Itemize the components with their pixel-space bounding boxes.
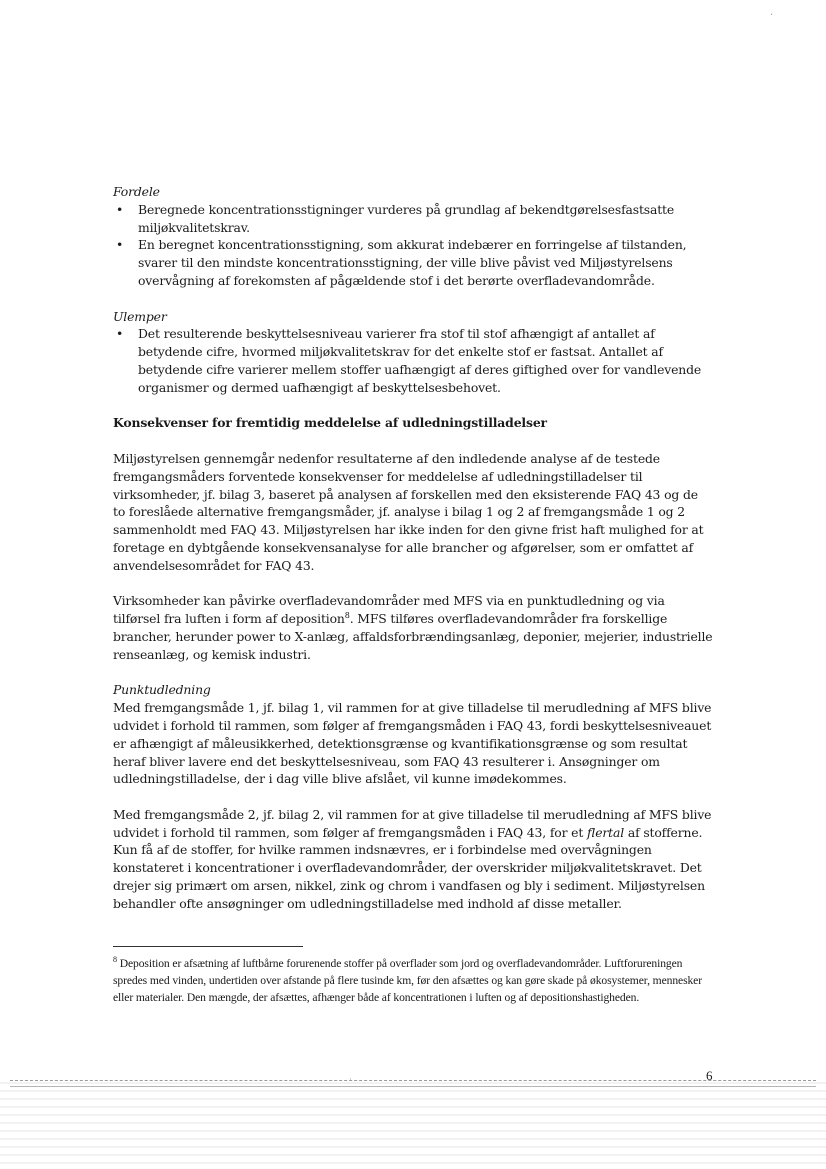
scan-dot: · [770,10,774,21]
ulemper-list [113,325,713,396]
fordele-item-2: • En beregnet koncentrationsstigning, som akkurat indebærer en forringelse af tilstanden, svarer til den mindste koncentrationsstigning, der ville blive påvist ved Miljøstyrelsens overvågning af forekomsten af pågældende stof i det berørte overfladevandområde. [113,236,713,289]
fordele-list [113,201,713,290]
footnote-divider [113,946,303,947]
footer-rule-secondary [10,1086,816,1087]
footnote-reference: 8 [344,611,350,621]
page-number: 6 [706,1068,713,1083]
punkt-paragraph-2-emphasis: flertal [586,824,625,840]
punkt-paragraph-2-text-b: af stofferne. Kun få af de stoffer, for hvilke rammen indsnævres, er i forbindelse med overvågningen konstateret i koncentrationer i overfladevandområder, der overskrider miljøkvalitetskravet. Det drejer sig primært om arsen, nikkel, zink og chrom i vandfasen og bly i sediment. Miljøstyrelsen behandler ofte ansøgninger om udledningstilladelse med indhold af disse metaller. [113,824,705,911]
fordele-label: Fordele [113,184,160,199]
scan-artifact-band [0,1076,826,1169]
punkt-paragraph-2-text-a: Med fremgangsmåde 2, jf. bilag 2, vil rammen for at give tilladelse til merudledning af MFS blive udvidet i forhold til rammen, som følger af fremgangsmåden i FAQ 43, for et [113,806,712,840]
section-paragraph-2-text-a: Virksomheder kan påvirke overfladevandområder med MFS via en punktudledning og via tilførsel fra luften i form af deposition [113,593,665,627]
fordele-item-1: • Beregnede koncentrationsstigninger vurderes på grundlag af bekendtgørelsesfastsatte miljøkvalitetskrav. [113,201,713,237]
section-heading: Konsekvenser for fremtidig meddelelse af udledningstilladelser [113,415,547,431]
ulemper-item-1: • Det resulterende beskyttelsesniveau varierer fra stof til stof afhængigt af antallet af betydende cifre, hvormed miljøkvalitetskrav for det enkelte stof er fastsat. Antallet af betydende cifre varierer mellem stoffer uafhængigt af deres giftighed over for vandlevende organismer og dermed uafhængigt af beskyttelsesbehovet. [113,325,713,396]
footnote-number: 8 [113,955,117,964]
section-paragraph-2 [113,592,713,663]
punkt-paragraph-2 [113,806,713,913]
punkt-paragraph-1: Med fremgangsmåde 1, jf. bilag 1, vil rammen for at give tilladelse til merudledning af MFS blive udvidet i forhold til rammen, som følger af fremgangsmåden i FAQ 43, fordi beskyttelsesniveauet er afhængigt af måleusikkerhed, detektionsgrænse og kvantifikationsgrænse og som resultat heraf bliver lavere end det beskyttelsesniveau, som FAQ 43 resulterer i. Ansøgninger om udledningstilladelse, der i dag ville blive afslået, vil kunne imødekommes. [113,700,712,787]
section-paragraph-2-text-b: . MFS tilføres overfladevandområder fra forskellige brancher, herunder power to X-anlæg, affaldsforbrændingsanlæg, deponier, mejerier, industrielle renseanlæg, og kemisk industri. [113,611,713,662]
footnote [113,955,715,1007]
section-paragraph-1: Miljøstyrelsen gennemgår nedenfor resultaterne af den indledende analyse af de testede fremgangsmåders forventede konsekvenser for meddelelse af udledningstilladelser til virksomheder, jf. bilag 3, baseret på analysen af forskellen med den eksisterende FAQ 43 og de to foreslåede alternative fremgangsmåder, jf. analyse i bilag 1 og 2 af fremgangsmåde 1 og 2 sammenholdt med FAQ 43. Miljøstyrelsen har ikke inden for den givne frist haft mulighed for at foretage en dybtgående konsekvensanalyse for alle brancher og afgørelser, som er omfattet af anvendelsesområdet for FAQ 43. [113,450,704,573]
ulemper-label: Ulemper [113,308,167,324]
body-content [113,183,713,913]
scan-mark: ˙ [348,1078,353,1089]
footnote-text: Deposition er afsætning af luftbårne forurenende stoffer på overflader som jord og overfladevandområder. Luftforureningen spredes med vinden, undertiden over afstande på flere tusinde km, før den afsættes og kan gøre skade på økosystemer, mennesker eller materialer. Den mængde, der afsættes, afhænger både af koncentrationen i luften og af depositionshastigheden. [113,957,702,1005]
punktudledning-label: Punktudledning [113,682,211,698]
footer-rule [10,1080,816,1081]
